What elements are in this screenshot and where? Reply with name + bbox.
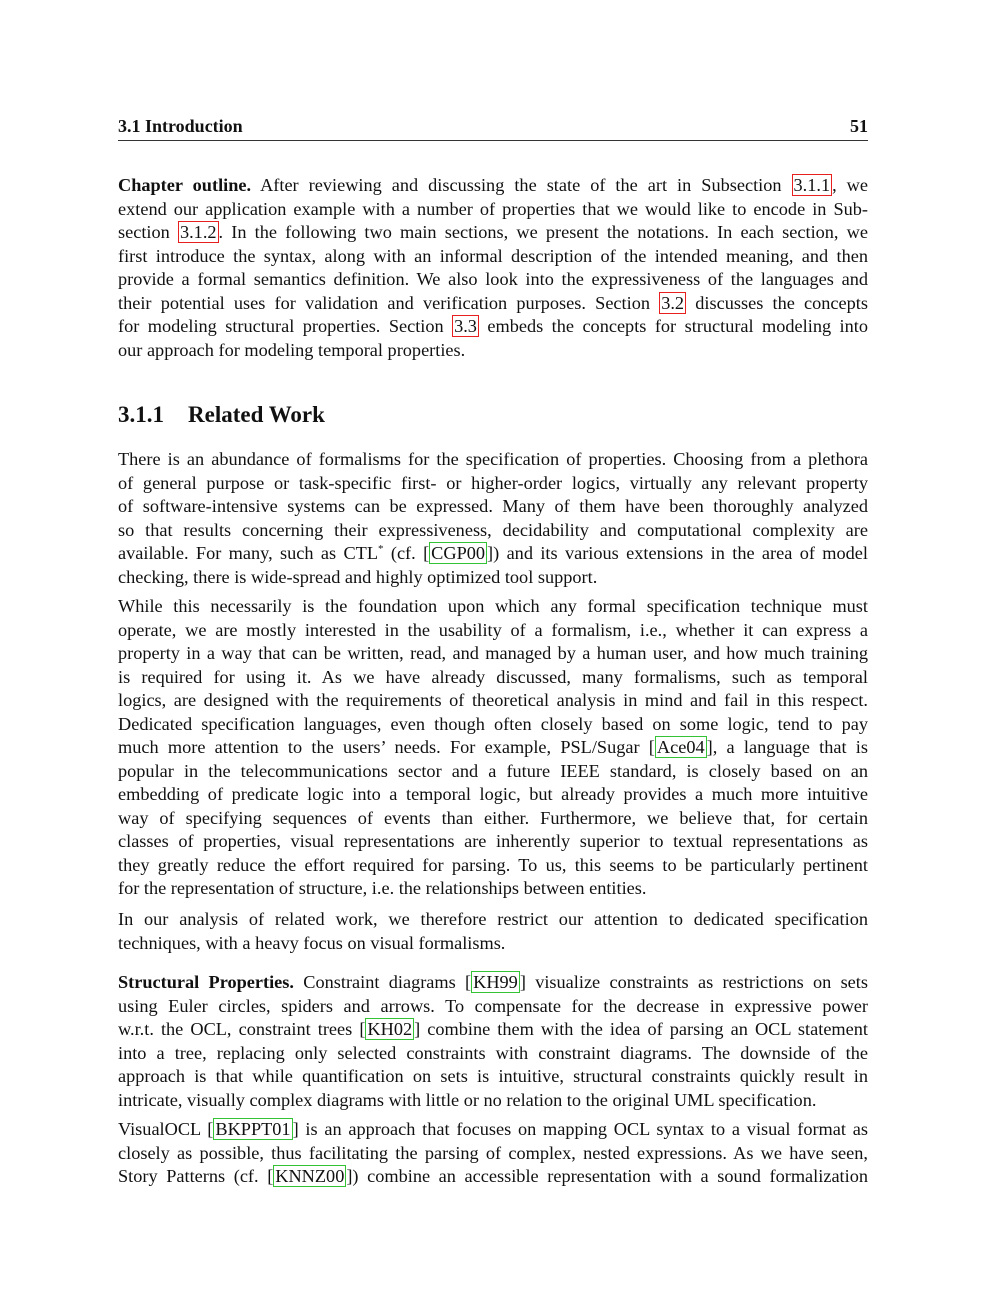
citation-bkppt01[interactable]: BKPPT01 [215,1119,291,1139]
citation-ace04[interactable]: Ace04 [656,737,705,757]
related-paragraph-3: In our analysis of related work, we therefore restrict our attention to dedicated specification techniques, with a heavy focus on visual formalisms. [118,909,868,953]
ref-link-3-3[interactable]: 3.3 [454,316,477,336]
running-header [118,116,868,141]
ref-link-3-2[interactable]: 3.2 [661,292,685,313]
citation-cgp00[interactable]: CGP00 [431,543,486,563]
ref-link-3-1-2[interactable]: 3.1.2 [179,222,217,242]
citation-knnz00[interactable]: KNNZ00 [275,1166,345,1186]
chapter-outline-paragraph: Chapter outline. After reviewing and discussing the state of the art in Subsection 3.1.1 , we extend our application example with a number of properties that we would like to encode in Sub- section 3.1.2 . In the following two main sections, we present the notations. In each section, we first introduce the syntax, along with an informal description of the intended meaning, and then provide a formal semantics definition. We also look into the expressiveness of the languages and their potential uses for validation and verification purposes. Section 3.2 discusses the concepts for modeling structural properties. Section 3.3 embeds the concepts for structural modeling into our approach for modeling temporal properties. [118,175,868,360]
related-paragraph-1: There is an abundance of formalisms for the specification of properties. Choosing from a plethora of general purpose or task-specific first- or higher-order logics, virtually any relevant property of software-intensive systems can be expressed. Many of them have been thoroughly analyzed so that results concerning their expressiveness, decidability and computational complexity are available. For many, such as CTL* (cf. [ CGP00 ]) and its various extensions in the area of model checking, there is wide-spread and highly optimized tool support. [118,449,868,587]
section-title: Related Work [188,402,325,427]
header-section-title: 3.1 Introduction [118,116,243,136]
page-number: 51 [850,116,868,136]
citation-kh99[interactable]: KH99 [473,972,518,992]
outline-lead: Chapter outline. [118,175,252,195]
visualocl-paragraph: VisualOCL [ BKPPT01 ] is an approach that focuses on mapping OCL syntax to a visual format as closely as possible, thus facilitating the parsing of complex, nested expressions. As we have seen, Story Patterns (cf. [ KNNZ00 ]) combine an accessible representation with a sound formalization [118,1119,868,1186]
related-paragraph-2: While this necessarily is the foundation upon which any formal specification technique must operate, we are mostly interested in the usability of a formalism, i.e., whether it can express a property in a way that can be written, read, and managed by a human user, and how much training is required for using it. As we have already discussed, many formalisms, such as temporal logics, are designed with the requirements of theoretical analysis in mind and fail in this respect. Dedicated specification languages, even though often closely based on some logic, tend to pay much more attention to the users’ needs. For example, PSL/Sugar [ Ace04 ], a language that is popular in the telecommunications sector and a future IEEE standard, is closely based on an embedding of predicate logic into a temporal logic, but already provides a much more intuitive way of specifying sequences of events than either. Furthermore, we believe that, for certain classes of properties, visual representations are inherently superior to textual representations as they greatly reduce the effort required for parsing. To us, this seems to be particularly pertinent for the representation of structure, i.e. the relationships between entities. [118,596,868,898]
structural-properties-lead: Structural Properties. [118,972,294,992]
ref-link-3-1-1[interactable]: 3.1.1 [793,175,831,195]
section-heading [118,402,325,428]
citation-kh02[interactable]: KH02 [367,1019,413,1039]
section-number: 3.1.1 [118,402,164,427]
structural-properties-paragraph: Structural Properties. Constraint diagrams [ KH99 ] visualize constraints as restrictions on sets using Euler circles, spiders and arrows. To compensate for the decrease in expressive power w.r.t. the OCL, constraint trees [ KH02 ] combine them with the idea of parsing an OCL statement into a tree, replacing only selected constraints with constraint diagrams. The downside of the approach is that while quantification on sets is intuitive, structural constraints quickly result in intricate, visually complex diagrams with little or no relation to the original UML specification. [118,972,868,1110]
